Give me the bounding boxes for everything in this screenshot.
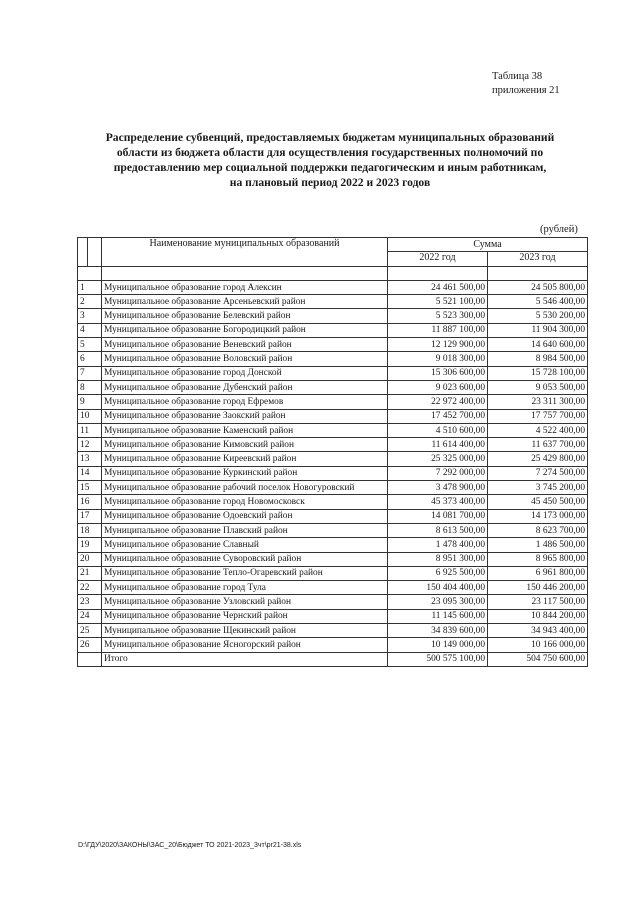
row-municipality-name: Муниципальное образование Веневский район xyxy=(102,338,388,352)
row-municipality-name: Муниципальное образование Суворовский район xyxy=(102,552,388,566)
row-number: 6 xyxy=(78,352,102,366)
table-row xyxy=(78,380,588,394)
row-number: 15 xyxy=(78,481,102,495)
row-value-2023: 10 166 000,00 xyxy=(488,638,588,652)
table-row xyxy=(78,366,588,380)
table-header-row-1 xyxy=(78,238,588,252)
row-number: 16 xyxy=(78,495,102,509)
row-municipality-name: Муниципальное образование Воловский район xyxy=(102,352,388,366)
row-value-2022: 22 972 400,00 xyxy=(388,395,488,409)
row-value-2022: 24 461 500,00 xyxy=(388,280,488,294)
units-label: (рублей) xyxy=(540,224,578,235)
row-value-2023: 150 446 200,00 xyxy=(488,581,588,595)
row-municipality-name: Муниципальное образование Славный xyxy=(102,538,388,552)
row-number: 8 xyxy=(78,380,102,394)
table-reference xyxy=(492,70,560,98)
table-row xyxy=(78,438,588,452)
row-number: 7 xyxy=(78,366,102,380)
row-value-2022: 34 839 600,00 xyxy=(388,624,488,638)
row-number: 14 xyxy=(78,466,102,480)
row-municipality-name: Муниципальное образование город Новомосковск xyxy=(102,495,388,509)
title-line-2: области из бюджета области для осуществления государственных полномочий по xyxy=(116,146,544,159)
row-number: 19 xyxy=(78,538,102,552)
table-row xyxy=(78,280,588,294)
row-value-2023: 11 637 700,00 xyxy=(488,438,588,452)
row-number: 12 xyxy=(78,438,102,452)
row-value-2022: 8 613 500,00 xyxy=(388,523,488,537)
row-value-2023: 9 053 500,00 xyxy=(488,380,588,394)
table-reference-appendix: приложения 21 xyxy=(492,85,560,96)
row-municipality-name: Муниципальное образование Ясногорский район xyxy=(102,638,388,652)
row-value-2023: 14 173 000,00 xyxy=(488,509,588,523)
table-row xyxy=(78,338,588,352)
row-number: 20 xyxy=(78,552,102,566)
row-number: 17 xyxy=(78,509,102,523)
table-row xyxy=(78,638,588,652)
header-empty-cell xyxy=(88,238,102,267)
table-row xyxy=(78,423,588,437)
row-value-2023: 11 904 300,00 xyxy=(488,323,588,337)
title-line-3: предоставлению мер социальной поддержки педагогическим и иным работникам, xyxy=(113,161,547,174)
table-row xyxy=(78,452,588,466)
row-municipality-name: Муниципальное образование Куркинский район xyxy=(102,466,388,480)
row-value-2023: 34 943 400,00 xyxy=(488,624,588,638)
header-year-2022: 2022 год xyxy=(388,252,488,266)
row-value-2023: 8 984 500,00 xyxy=(488,352,588,366)
table-row xyxy=(78,466,588,480)
header-sum: Сумма xyxy=(388,238,588,252)
table-row xyxy=(78,495,588,509)
row-value-2023: 15 728 100,00 xyxy=(488,366,588,380)
row-number: 26 xyxy=(78,638,102,652)
row-number: 21 xyxy=(78,566,102,580)
spacer-row xyxy=(78,266,588,280)
row-value-2023: 8 965 800,00 xyxy=(488,552,588,566)
row-value-2022: 7 292 000,00 xyxy=(388,466,488,480)
table-row xyxy=(78,509,588,523)
table-reference-number: Таблица 38 xyxy=(492,71,543,82)
row-municipality-name: Муниципальное образование Чернский район xyxy=(102,609,388,623)
table-row xyxy=(78,552,588,566)
row-value-2023: 5 546 400,00 xyxy=(488,295,588,309)
row-value-2022: 4 510 600,00 xyxy=(388,423,488,437)
row-value-2022: 25 325 000,00 xyxy=(388,452,488,466)
table-row xyxy=(78,481,588,495)
row-municipality-name: Муниципальное образование Одоевский район xyxy=(102,509,388,523)
row-value-2022: 14 081 700,00 xyxy=(388,509,488,523)
table-row xyxy=(78,624,588,638)
row-value-2023: 8 623 700,00 xyxy=(488,523,588,537)
row-number: 4 xyxy=(78,323,102,337)
row-municipality-name: Муниципальное образование Белевский район xyxy=(102,309,388,323)
document-title xyxy=(70,130,590,190)
row-value-2023: 5 530 200,00 xyxy=(488,309,588,323)
total-2022: 500 575 100,00 xyxy=(388,652,488,666)
header-name: Наименование муниципальных образований xyxy=(102,238,388,267)
table-row xyxy=(78,409,588,423)
row-value-2023: 23 117 500,00 xyxy=(488,595,588,609)
row-value-2023: 25 429 800,00 xyxy=(488,452,588,466)
file-path-footer: D:\ГДУ\2020\ЗАКОНЫ\ЗАС_20\Бюджет ТО 2021-2023_3чт\pr21-38.xls xyxy=(78,842,302,849)
row-value-2022: 23 095 300,00 xyxy=(388,595,488,609)
row-number: 23 xyxy=(78,595,102,609)
table-row xyxy=(78,581,588,595)
row-value-2023: 23 311 300,00 xyxy=(488,395,588,409)
row-value-2022: 11 614 400,00 xyxy=(388,438,488,452)
row-municipality-name: Муниципальное образование город Донской xyxy=(102,366,388,380)
table-row xyxy=(78,395,588,409)
row-value-2023: 14 640 600,00 xyxy=(488,338,588,352)
row-value-2022: 10 149 000,00 xyxy=(388,638,488,652)
row-value-2022: 12 129 900,00 xyxy=(388,338,488,352)
row-municipality-name: Муниципальное образование Арсеньевский район xyxy=(102,295,388,309)
total-number-cell xyxy=(78,652,102,666)
total-label: Итого xyxy=(102,652,388,666)
row-value-2022: 15 306 600,00 xyxy=(388,366,488,380)
title-line-4: на плановый период 2022 и 2023 годов xyxy=(229,176,431,189)
total-2023: 504 750 600,00 xyxy=(488,652,588,666)
row-value-2022: 3 478 900,00 xyxy=(388,481,488,495)
row-value-2023: 24 505 800,00 xyxy=(488,280,588,294)
table-body xyxy=(78,280,588,652)
row-number: 18 xyxy=(78,523,102,537)
row-value-2022: 11 145 600,00 xyxy=(388,609,488,623)
row-number: 2 xyxy=(78,295,102,309)
row-number: 5 xyxy=(78,338,102,352)
row-number: 25 xyxy=(78,624,102,638)
row-municipality-name: Муниципальное образование Тепло-Огаревский район xyxy=(102,566,388,580)
row-value-2023: 17 757 700,00 xyxy=(488,409,588,423)
table-row xyxy=(78,595,588,609)
table-row xyxy=(78,295,588,309)
row-value-2023: 3 745 200,00 xyxy=(488,481,588,495)
title-line-1: Распределение субвенций, предоставляемых бюджетам муниципальных образований xyxy=(105,131,555,144)
row-municipality-name: Муниципальное образование Каменский район xyxy=(102,423,388,437)
row-value-2022: 8 951 300,00 xyxy=(388,552,488,566)
table-row xyxy=(78,352,588,366)
row-value-2022: 6 925 500,00 xyxy=(388,566,488,580)
row-municipality-name: Муниципальное образование Щекинский район xyxy=(102,624,388,638)
table-row xyxy=(78,523,588,537)
header-empty-cell xyxy=(78,238,88,267)
row-value-2022: 45 373 400,00 xyxy=(388,495,488,509)
row-value-2023: 4 522 400,00 xyxy=(488,423,588,437)
row-municipality-name: Муниципальное образование Заокский район xyxy=(102,409,388,423)
row-number: 9 xyxy=(78,395,102,409)
row-municipality-name: Муниципальное образование Плавский район xyxy=(102,523,388,537)
table-row xyxy=(78,538,588,552)
row-value-2022: 1 478 400,00 xyxy=(388,538,488,552)
table-row xyxy=(78,609,588,623)
row-value-2022: 5 523 300,00 xyxy=(388,309,488,323)
row-value-2022: 150 404 400,00 xyxy=(388,581,488,595)
row-number: 22 xyxy=(78,581,102,595)
row-number: 24 xyxy=(78,609,102,623)
subvention-table xyxy=(77,237,588,667)
row-municipality-name: Муниципальное образование рабочий поселок Новогуровский xyxy=(102,481,388,495)
row-number: 3 xyxy=(78,309,102,323)
row-municipality-name: Муниципальное образование город Ефремов xyxy=(102,395,388,409)
row-value-2022: 5 521 100,00 xyxy=(388,295,488,309)
row-municipality-name: Муниципальное образование Богородицкий район xyxy=(102,323,388,337)
table-row xyxy=(78,309,588,323)
row-value-2023: 7 274 500,00 xyxy=(488,466,588,480)
row-municipality-name: Муниципальное образование город Тула xyxy=(102,581,388,595)
row-number: 10 xyxy=(78,409,102,423)
row-number: 13 xyxy=(78,452,102,466)
row-number: 1 xyxy=(78,280,102,294)
row-value-2022: 17 452 700,00 xyxy=(388,409,488,423)
row-municipality-name: Муниципальное образование Киреевский район xyxy=(102,452,388,466)
row-value-2022: 9 018 300,00 xyxy=(388,352,488,366)
table-row xyxy=(78,323,588,337)
row-municipality-name: Муниципальное образование город Алексин xyxy=(102,280,388,294)
total-row xyxy=(78,652,588,666)
row-value-2023: 45 450 500,00 xyxy=(488,495,588,509)
table-row xyxy=(78,566,588,580)
header-year-2023: 2023 год xyxy=(488,252,588,266)
row-value-2022: 11 887 100,00 xyxy=(388,323,488,337)
row-number: 11 xyxy=(78,423,102,437)
row-municipality-name: Муниципальное образование Кимовский район xyxy=(102,438,388,452)
row-municipality-name: Муниципальное образование Дубенский район xyxy=(102,380,388,394)
row-value-2023: 6 961 800,00 xyxy=(488,566,588,580)
row-value-2023: 1 486 500,00 xyxy=(488,538,588,552)
row-value-2023: 10 844 200,00 xyxy=(488,609,588,623)
row-municipality-name: Муниципальное образование Узловский район xyxy=(102,595,388,609)
row-value-2022: 9 023 600,00 xyxy=(388,380,488,394)
